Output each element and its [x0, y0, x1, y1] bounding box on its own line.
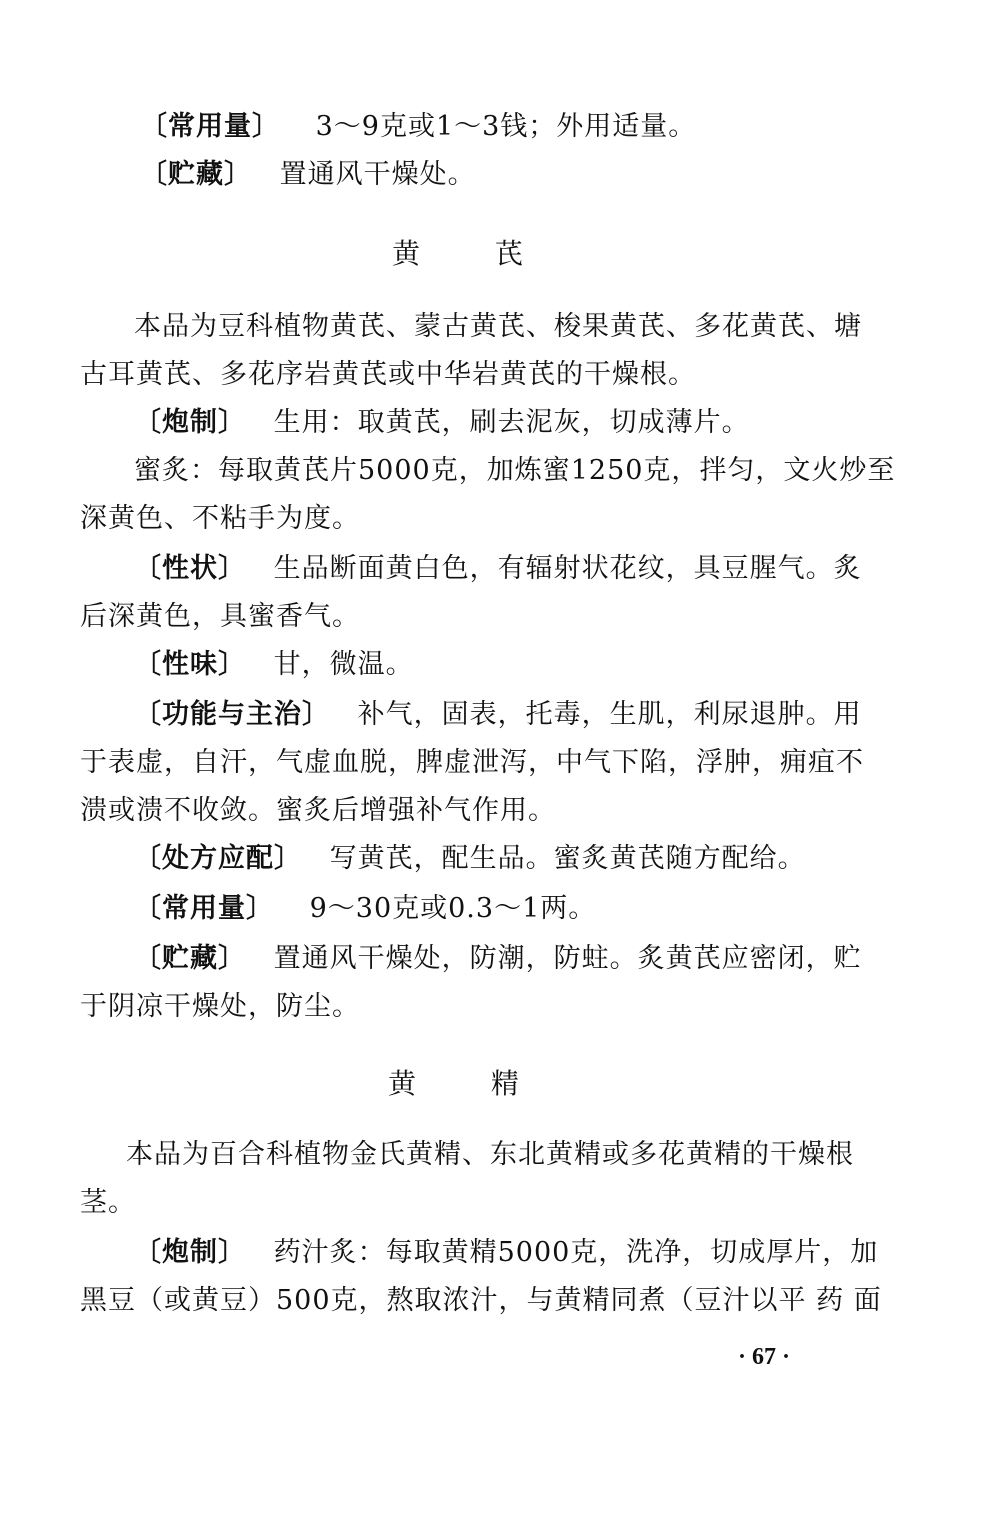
prev-storage-line: [140, 158, 476, 192]
processing-label: 〔炮制〕: [134, 1237, 246, 1268]
taste-label: 〔性味〕: [134, 649, 246, 680]
huangqi-intro-line: 本品为豆科植物黄芪、蒙古黄芪、梭果黄芪、多花黄芪、塘: [134, 311, 862, 342]
huangqi-function-line: [134, 698, 862, 732]
huangqi-processing-line: 深黄色、不粘手为度。: [80, 503, 360, 534]
huangqi-taste-line: [134, 648, 414, 682]
huangqi-properties-line: 后深黄色，具蜜香气。: [80, 601, 360, 632]
function-text: 补气，固表，托毒，生肌，利尿退肿。用: [357, 699, 862, 730]
huangqi-prescription-line: [134, 842, 806, 876]
huangjing-processing-line: [134, 1236, 878, 1270]
properties-label: 〔性状〕: [134, 553, 246, 584]
storage-text: 置通风干燥处，防潮，防蛀。炙黄芪应密闭，贮: [273, 943, 862, 974]
prev-storage-label: 〔贮藏〕: [140, 159, 252, 190]
title-char: 精: [490, 1067, 520, 1100]
huangqi-dosage-line: [134, 892, 596, 926]
dosage-label: 〔常用量〕: [134, 893, 274, 924]
title-char: 黄: [392, 237, 422, 270]
huangqi-processing-line: [134, 406, 750, 440]
prev-dosage-text: 3～9克或1～3钱；外用适量。: [315, 111, 697, 142]
huangjing-processing-line: 黑豆（或黄豆）500克，熬取浓汁，与黄精同煮（豆汁以平 药 面: [80, 1285, 882, 1316]
processing-text: 药汁炙：每取黄精5000克，洗净，切成厚片，加: [273, 1237, 879, 1268]
huangqi-function-line: 溃或溃不收敛。蜜炙后增强补气作用。: [80, 795, 556, 826]
huangqi-intro-line: 古耳黄芪、多花序岩黄芪或中华岩黄芪的干燥根。: [80, 359, 696, 390]
prev-dosage-label: 〔常用量〕: [140, 111, 280, 142]
huangqi-function-line: 于表虚，自汗，气虚血脱，脾虚泄泻，中气下陷，浮肿，痈疽不: [80, 747, 864, 778]
section-title-huangjing: [388, 1066, 520, 1102]
prev-storage-text: 置通风干燥处。: [279, 159, 476, 190]
processing-text: 生用：取黄芪，刷去泥灰，切成薄片。: [273, 407, 750, 438]
dosage-text: 9～30克或0.3～1两。: [309, 893, 597, 924]
huangqi-storage-line: 于阴凉干燥处，防尘。: [80, 991, 360, 1022]
page-number: · 67 ·: [738, 1344, 791, 1370]
huangqi-properties-line: [134, 552, 862, 586]
storage-label: 〔贮藏〕: [134, 943, 246, 974]
properties-text: 生品断面黄白色，有辐射状花纹，具豆腥气。炙: [273, 553, 862, 584]
processing-label: 〔炮制〕: [134, 407, 246, 438]
taste-text: 甘，微温。: [273, 649, 414, 680]
huangjing-intro-line: 本品为百合科植物金氏黄精、东北黄精或多花黄精的干燥根: [126, 1139, 854, 1170]
title-char: 黄: [388, 1067, 418, 1100]
huangqi-storage-line: [134, 942, 862, 976]
huangjing-intro-line: 茎。: [80, 1187, 136, 1218]
prev-dosage-line: [140, 110, 696, 144]
prescription-text: 写黄芪，配生品。蜜炙黄芪随方配给。: [329, 843, 806, 874]
prescription-label: 〔处方应配〕: [134, 843, 302, 874]
huangqi-processing-line: 蜜炙：每取黄芪片5000克，加炼蜜1250克，拌匀，文火炒至: [134, 455, 896, 486]
function-label: 〔功能与主治〕: [134, 699, 330, 730]
title-char: 芪: [494, 237, 524, 270]
section-title-huangqi: [392, 236, 524, 272]
